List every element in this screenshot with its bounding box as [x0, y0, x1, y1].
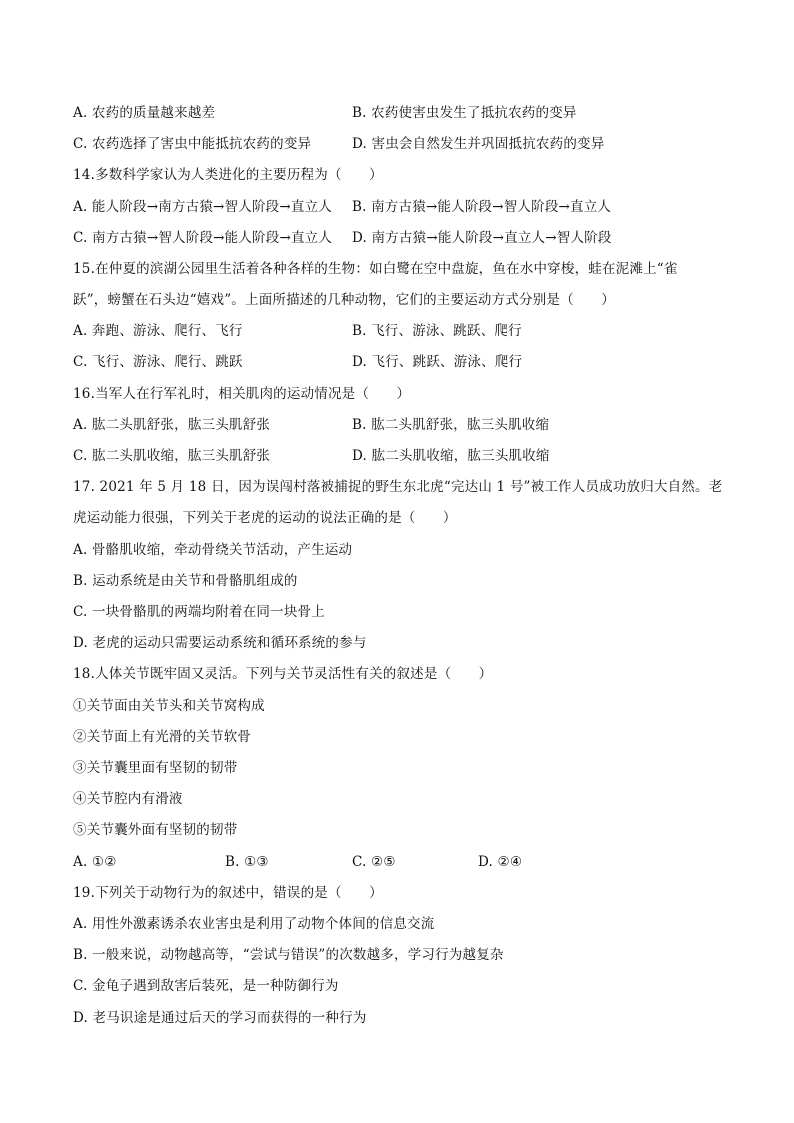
q18-option-c: C. ②⑤: [352, 854, 396, 870]
q17-option-d: D. 老虎的运动只需要运动系统和循环系统的参与: [73, 635, 367, 651]
q19-option-b: B. 一般来说，动物越高等，“尝试与错误”的次数越多，学习行为越复杂: [73, 947, 504, 963]
q17-option-a: A. 骨骼肌收缩，牵动骨绕关节活动，产生运动: [73, 542, 353, 558]
q13-option-c: C. 农药选择了害虫中能抵抗农药的变异: [73, 136, 312, 152]
q16-option-a: A. 肱二头肌舒张，肱三头肌舒张: [73, 417, 271, 433]
q16-option-b: B. 肱二头肌舒张，肱三头肌收缩: [352, 417, 550, 433]
q18-statement-5: ⑤关节囊外面有坚韧的韧带: [73, 822, 238, 838]
q18-option-d: D. ②④: [478, 854, 523, 870]
q15-option-c: C. 飞行、游泳、爬行、跳跃: [73, 354, 243, 370]
q17-option-c: C. 一块骨骼肌的两端均附着在同一块骨上: [73, 604, 325, 620]
q18-stem: 18.人体关节既牢固又灵活。下列与关节灵活性有关的叙述是（ ）: [73, 666, 493, 682]
q16-option-c: C. 肱二头肌收缩，肱三头肌舒张: [73, 448, 271, 464]
q14-option-a: A. 能人阶段→南方古猿→智人阶段→直立人: [73, 199, 332, 215]
q15-stem-line1: 15.在仲夏的滨湖公园里生活着各种各样的生物：如白鹭在空中盘旋，鱼在水中穿梭，蛙在泥滩上“雀: [73, 261, 678, 277]
q13-option-b: B. 农药使害虫发生了抵抗农药的变异: [352, 105, 577, 121]
q13-option-d: D. 害虫会自然发生并巩固抵抗农药的变异: [352, 136, 605, 152]
q18-option-b: B. ①③: [225, 854, 269, 870]
q17-stem-line2: 虎运动能力很强，下列关于老虎的运动的说法正确的是（ ）: [73, 510, 457, 526]
q16-option-d: D. 肱二头肌收缩，肱三头肌收缩: [352, 448, 550, 464]
q16-stem: 16.当军人在行军礼时，相关肌肉的运动情况是（ ）: [73, 386, 411, 402]
q18-statement-4: ④关节腔内有滑液: [73, 791, 183, 807]
q19-option-a: A. 用性外激素诱杀农业害虫是利用了动物个体间的信息交流: [73, 916, 435, 932]
q15-option-d: D. 飞行、跳跃、游泳、爬行: [352, 354, 523, 370]
q17-stem-line1: 17. 2021 年 5 月 18 日，因为误闯村落被捕捉的野生东北虎“完达山 1 号”被工作人员成功放归大自然。老: [73, 479, 723, 495]
q17-option-b: B. 运动系统是由关节和骨骼肌组成的: [73, 573, 298, 589]
q15-stem-line2: 跃”，螃蟹在石头边“嬉戏”。上面所描述的几种动物，它们的主要运动方式分别是（ ）: [73, 292, 615, 308]
q19-option-c: C. 金龟子遇到敌害后装死，是一种防御行为: [73, 978, 339, 994]
q18-statement-3: ③关节囊里面有坚韧的韧带: [73, 760, 238, 776]
q13-option-a: A. 农药的质量越来越差: [73, 105, 216, 121]
q15-option-a: A. 奔跑、游泳、爬行、飞行: [73, 323, 243, 339]
q14-option-b: B. 南方古猿→能人阶段→智人阶段→直立人: [352, 199, 612, 215]
q14-option-d: D. 南方古猿→能人阶段→直立人→智人阶段: [352, 230, 612, 246]
q18-statement-2: ②关节面上有光滑的关节软骨: [73, 729, 252, 745]
q18-statement-1: ①关节面由关节头和关节窝构成: [73, 698, 265, 714]
q19-stem: 19.下列关于动物行为的叙述中，错误的是（ ）: [73, 885, 383, 901]
q14-stem: 14.多数科学家认为人类进化的主要历程为（ ）: [73, 167, 383, 183]
q18-option-a: A. ①②: [73, 854, 117, 870]
q15-option-b: B. 飞行、游泳、跳跃、爬行: [352, 323, 522, 339]
q19-option-d: D. 老马识途是通过后天的学习而获得的一种行为: [73, 1010, 367, 1026]
q14-option-c: C. 南方古猿→智人阶段→能人阶段→直立人: [73, 230, 333, 246]
